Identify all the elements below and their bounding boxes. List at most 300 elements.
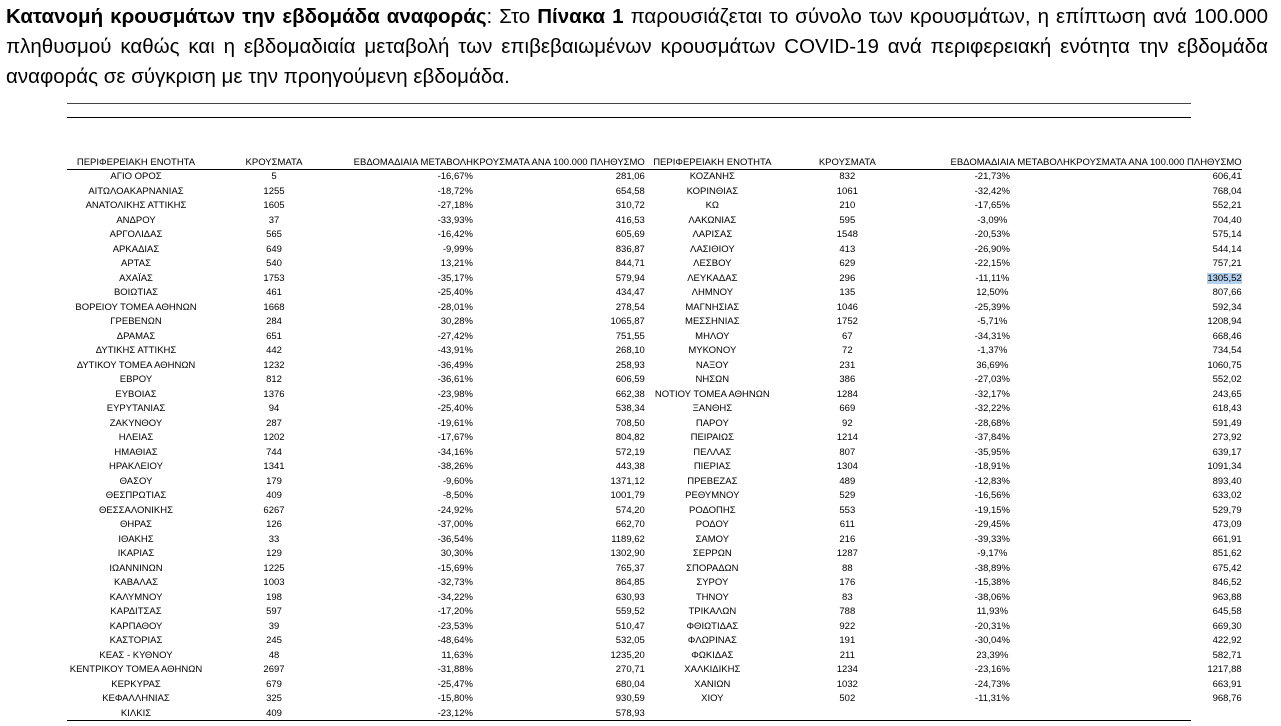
right-per100k-cell: 1217,88 xyxy=(1207,664,1242,675)
left-unit-cell: ΑΧΑΪΑΣ xyxy=(119,272,153,284)
left-unit-cell: ΚΑΛΥΜΝΟΥ xyxy=(109,591,163,603)
table-row xyxy=(67,359,1242,374)
left-per100k-cell: 532,05 xyxy=(615,635,645,646)
right-cases-cell: 1287 xyxy=(836,548,858,559)
right-per100k-cell: 544,14 xyxy=(1212,243,1242,255)
right-per100k-cell: 757,21 xyxy=(1212,258,1242,269)
right-unit-cell: ΜΕΣΣΗΝΙΑΣ xyxy=(685,316,740,327)
left-change-cell: -43,91% xyxy=(437,345,473,356)
left-unit-cell: ΔΥΤΙΚΟΥ ΤΟΜΕΑ ΑΘΗΝΩΝ xyxy=(76,359,196,371)
left-unit-cell: ΓΡΕΒΕΝΩΝ xyxy=(110,316,162,327)
table-row xyxy=(67,417,1242,432)
left-per100k-cell: 270,71 xyxy=(615,664,645,675)
table-row xyxy=(67,475,1242,490)
right-change-cell: -26,90% xyxy=(974,243,1011,255)
right-change-cell: 12,50% xyxy=(976,287,1009,298)
header-per100k-right: ΚΡΟΥΣΜΑΤΑ ΑΝΑ 100.000 ΠΛΗΘΥΣΜΟ xyxy=(1069,157,1242,168)
right-cases-cell: 67 xyxy=(842,330,853,342)
left-unit-cell: ΘΑΣΟΥ xyxy=(119,475,153,487)
left-unit-cell: ΑΡΓΟΛΙΔΑΣ xyxy=(109,229,163,240)
left-per100k-cell: 930,59 xyxy=(615,693,645,704)
table-row xyxy=(67,707,1242,722)
left-change-cell: -25,40% xyxy=(437,403,473,414)
left-unit-cell: ΚΑΣΤΟΡΙΑΣ xyxy=(109,635,163,646)
left-cases-cell: 179 xyxy=(266,475,282,487)
table-row xyxy=(67,649,1242,664)
right-per100k-cell: 663,91 xyxy=(1212,678,1242,690)
left-change-cell: -36,61% xyxy=(437,374,473,385)
left-unit-cell: ΘΗΡΑΣ xyxy=(119,519,153,530)
intro-paragraph xyxy=(6,2,1268,92)
right-change-cell: -30,04% xyxy=(974,635,1011,646)
right-per100k-cell: 422,92 xyxy=(1212,635,1242,646)
right-per100k-cell: 851,62 xyxy=(1212,548,1242,559)
table-row xyxy=(67,214,1242,229)
left-unit-cell: ΚΑΡΠΑΘΟΥ xyxy=(109,620,163,632)
left-cases-cell: 94 xyxy=(268,403,280,414)
right-unit-cell: ΜΑΓΝΗΣΙΑΣ xyxy=(685,301,740,313)
right-change-cell: -12,83% xyxy=(974,475,1011,487)
right-unit-cell: ΛΑΣΙΘΙΟΥ xyxy=(690,243,735,255)
table-row xyxy=(67,330,1242,345)
left-change-cell: -24,92% xyxy=(437,504,473,516)
left-cases-cell: 649 xyxy=(266,243,282,255)
left-unit-cell: ΑΓΙΟ ΟΡΟΣ xyxy=(110,171,162,182)
right-per100k-cell: 768,04 xyxy=(1212,185,1242,197)
right-empty-cell xyxy=(1070,707,1242,722)
right-unit-cell: ΛΗΜΝΟΥ xyxy=(691,287,734,298)
table-header-row xyxy=(67,157,1242,170)
left-cases-cell: 1668 xyxy=(263,301,285,313)
header-change-left: ΕΒΔΟΜΑΔΙΑΙΑ ΜΕΤΑΒΟΛΗ xyxy=(343,157,473,170)
right-per100k-cell: 968,76 xyxy=(1212,693,1242,704)
header-change-right: ΕΒΔΟΜΑΔΙΑΙΑ ΜΕΤΑΒΟΛΗ xyxy=(915,157,1070,170)
right-unit-cell: ΤΡΙΚΑΛΩΝ xyxy=(688,606,737,617)
header-per100k-left: ΚΡΟΥΣΜΑΤΑ ΑΝΑ 100.000 ΠΛΗΘΥΣΜΟ xyxy=(473,157,645,168)
table-row xyxy=(67,315,1242,330)
left-cases-cell: 5 xyxy=(271,171,277,182)
right-unit-cell: ΜΗΛΟΥ xyxy=(695,330,730,342)
left-change-cell: -27,18% xyxy=(437,200,473,211)
left-unit-cell: ΔΡΑΜΑΣ xyxy=(116,330,156,342)
table-row xyxy=(67,620,1242,635)
right-empty-cell xyxy=(780,707,915,722)
divider-top xyxy=(67,103,1191,104)
right-change-cell: -15,38% xyxy=(974,577,1011,588)
right-unit-cell: ΚΩ xyxy=(705,200,720,211)
left-cases-cell: 461 xyxy=(266,287,282,298)
left-change-cell: -23,53% xyxy=(437,620,473,632)
left-change-cell: -23,98% xyxy=(437,388,473,400)
left-unit-cell: ΘΕΣΠΡΩΤΙΑΣ xyxy=(105,490,167,501)
left-unit-cell: ΑΡΚΑΔΙΑΣ xyxy=(112,243,160,255)
left-per100k-cell: 804,82 xyxy=(615,432,645,443)
left-per100k-cell: 510,47 xyxy=(615,620,645,632)
left-per100k-cell: 630,93 xyxy=(615,591,645,603)
right-cases-cell: 922 xyxy=(839,620,856,632)
left-unit-cell: ΗΜΑΘΙΑΣ xyxy=(114,446,158,458)
left-cases-cell: 2697 xyxy=(263,664,285,675)
right-per100k-cell: 243,65 xyxy=(1212,388,1242,400)
left-unit-cell: ΚΑΡΔΙΤΣΑΣ xyxy=(110,606,162,617)
left-cases-cell: 565 xyxy=(266,229,282,240)
right-cases-cell: 83 xyxy=(842,591,853,603)
right-cases-cell: 231 xyxy=(839,359,856,371)
right-cases-cell: 176 xyxy=(839,577,856,588)
right-per100k-cell: 552,02 xyxy=(1212,374,1242,385)
right-unit-cell: ΤΗΝΟΥ xyxy=(695,591,729,603)
left-change-cell: -31,88% xyxy=(437,664,473,675)
left-cases-cell: 129 xyxy=(266,548,282,559)
left-per100k-cell: 578,93 xyxy=(615,707,645,719)
left-per100k-cell: 1371,12 xyxy=(610,475,645,487)
left-cases-cell: 1605 xyxy=(263,200,285,211)
right-per100k-cell: 473,09 xyxy=(1212,519,1242,530)
table-row xyxy=(67,692,1242,707)
right-per100k-cell: 639,17 xyxy=(1212,446,1242,458)
right-unit-cell: ΞΑΝΘΗΣ xyxy=(692,403,733,414)
right-cases-cell: 88 xyxy=(842,562,853,574)
table-row xyxy=(67,301,1242,316)
table-row xyxy=(67,170,1242,185)
right-unit-cell: ΠΑΡΟΥ xyxy=(695,417,729,429)
right-change-cell: -38,06% xyxy=(974,591,1011,603)
table-row xyxy=(67,257,1242,272)
right-empty-cell xyxy=(645,707,780,722)
left-cases-cell: 540 xyxy=(266,258,282,269)
left-per100k-cell: 1001,79 xyxy=(610,490,645,501)
table-row xyxy=(67,431,1242,446)
right-unit-cell: ΛΕΥΚΑΔΑΣ xyxy=(687,272,738,284)
left-cases-cell: 1376 xyxy=(263,388,285,400)
left-change-cell: -19,61% xyxy=(437,417,473,429)
right-per100k-cell: 552,21 xyxy=(1212,200,1242,211)
right-change-cell: 23,39% xyxy=(976,649,1009,661)
right-cases-cell: 832 xyxy=(839,171,856,182)
right-change-cell: -19,15% xyxy=(974,504,1011,516)
left-per100k-cell: 662,38 xyxy=(615,388,645,400)
left-cases-cell: 744 xyxy=(266,446,282,458)
left-cases-cell: 597 xyxy=(266,606,282,617)
left-change-cell: -36,54% xyxy=(437,533,473,545)
right-unit-cell: ΚΟΖΑΝΗΣ xyxy=(689,171,735,182)
right-per100k-cell: 618,43 xyxy=(1212,403,1242,414)
right-change-cell: -32,42% xyxy=(974,185,1011,197)
left-unit-cell: ΗΛΕΙΑΣ xyxy=(118,432,154,443)
right-unit-cell: ΣΠΟΡΑΔΩΝ xyxy=(686,562,739,574)
right-change-cell: -25,39% xyxy=(974,301,1011,313)
left-change-cell: -9,60% xyxy=(442,475,473,487)
right-per100k-cell: 668,46 xyxy=(1212,330,1242,342)
right-per100k-cell: 893,40 xyxy=(1212,475,1242,487)
right-unit-cell: ΧΑΝΙΩΝ xyxy=(694,678,731,690)
right-cases-cell: 669 xyxy=(839,403,856,414)
right-change-cell: -34,31% xyxy=(974,330,1011,342)
right-change-cell: -29,45% xyxy=(974,519,1011,530)
right-cases-cell: 595 xyxy=(839,214,856,226)
left-change-cell: -33,93% xyxy=(437,214,473,226)
right-cases-cell: 1548 xyxy=(836,229,858,240)
left-change-cell: 11,63% xyxy=(441,649,473,661)
left-unit-cell: ΖΑΚΥΝΘΟΥ xyxy=(109,417,163,429)
table-row xyxy=(67,344,1242,359)
right-per100k-cell: 582,71 xyxy=(1212,649,1242,661)
header-cases-left: ΚΡΟΥΣΜΑΤΑ xyxy=(205,157,343,170)
right-unit-cell: ΣΕΡΡΩΝ xyxy=(692,548,732,559)
right-change-cell: -38,89% xyxy=(974,562,1011,574)
left-unit-cell: ΑΡΤΑΣ xyxy=(121,258,151,269)
left-per100k-cell: 310,72 xyxy=(615,200,645,211)
divider-bottom xyxy=(67,720,1191,721)
right-cases-cell: 135 xyxy=(839,287,856,298)
right-per100k-cell: 633,02 xyxy=(1212,490,1242,501)
left-per100k-cell: 538,34 xyxy=(615,403,645,414)
cases-table xyxy=(67,157,1242,721)
right-cases-cell: 1752 xyxy=(836,316,858,327)
left-unit-cell: ΙΘΑΚΗΣ xyxy=(118,533,154,545)
right-per100k-cell: 675,42 xyxy=(1212,562,1242,574)
right-unit-cell: ΣΑΜΟΥ xyxy=(695,533,730,545)
right-cases-cell: 210 xyxy=(839,200,856,211)
table-row xyxy=(67,272,1242,287)
right-change-cell: -24,73% xyxy=(974,678,1011,690)
left-unit-cell: ΕΒΡΟΥ xyxy=(119,374,153,385)
right-per100k-cell: 645,58 xyxy=(1212,606,1242,617)
left-unit-cell: ΕΥΡΥΤΑΝΙΑΣ xyxy=(106,403,166,414)
left-per100k-cell: 268,10 xyxy=(615,345,645,356)
left-per100k-cell: 574,20 xyxy=(615,504,645,516)
right-change-cell: -32,22% xyxy=(974,403,1011,414)
right-change-cell: -17,65% xyxy=(974,200,1011,211)
right-per100k-cell: 734,54 xyxy=(1212,345,1242,356)
left-change-cell: -15,80% xyxy=(437,693,473,704)
left-cases-cell: 48 xyxy=(268,649,280,661)
table-row xyxy=(67,576,1242,591)
right-change-cell: -1,37% xyxy=(977,345,1008,356)
left-cases-cell: 812 xyxy=(266,374,282,385)
left-unit-cell: ΚΙΛΚΙΣ xyxy=(120,707,152,719)
left-per100k-cell: 662,70 xyxy=(615,519,645,530)
right-unit-cell: ΛΑΚΩΝΙΑΣ xyxy=(688,214,737,226)
right-unit-cell: ΠΡΕΒΕΖΑΣ xyxy=(687,475,738,487)
right-change-cell: -32,17% xyxy=(974,388,1011,400)
left-cases-cell: 325 xyxy=(266,693,282,704)
left-change-cell: -32,73% xyxy=(437,577,473,588)
right-unit-cell: ΦΘΙΩΤΙΔΑΣ xyxy=(686,620,739,632)
left-cases-cell: 1232 xyxy=(263,359,285,371)
right-per100k-cell: 591,49 xyxy=(1212,417,1242,429)
right-unit-cell: ΧΑΛΚΙΔΙΚΗΣ xyxy=(684,664,741,675)
left-per100k-cell: 680,04 xyxy=(615,678,645,690)
left-unit-cell: ΒΟΡΕΙΟΥ ΤΟΜΕΑ ΑΘΗΝΩΝ xyxy=(75,301,197,313)
left-per100k-cell: 416,53 xyxy=(615,214,645,226)
selected-value-highlight[interactable]: 1305,52 xyxy=(1207,272,1242,284)
right-change-cell: -20,31% xyxy=(974,620,1011,632)
left-cases-cell: 284 xyxy=(266,316,282,327)
left-change-cell: -36,49% xyxy=(437,359,473,371)
left-cases-cell: 37 xyxy=(268,214,280,226)
right-per100k-cell: 1091,34 xyxy=(1207,461,1242,472)
right-per100k-cell: 807,66 xyxy=(1212,287,1242,298)
left-change-cell: -17,20% xyxy=(437,606,473,617)
right-unit-cell: ΡΟΔΟΥ xyxy=(695,519,729,530)
table-row xyxy=(67,518,1242,533)
left-cases-cell: 245 xyxy=(266,635,282,646)
right-cases-cell: 629 xyxy=(839,258,856,269)
left-per100k-cell: 844,71 xyxy=(615,258,645,269)
table-row xyxy=(67,591,1242,606)
left-per100k-cell: 443,38 xyxy=(615,461,645,472)
table-row xyxy=(67,373,1242,388)
right-unit-cell: ΦΩΚΙΔΑΣ xyxy=(691,649,734,661)
table-body xyxy=(67,170,1242,722)
left-cases-cell: 1003 xyxy=(263,577,285,588)
right-per100k-cell: 592,34 xyxy=(1212,301,1242,313)
left-per100k-cell: 258,93 xyxy=(615,359,645,371)
right-per100k-cell: 575,14 xyxy=(1212,229,1242,240)
right-per100k-cell: 606,41 xyxy=(1212,171,1242,182)
right-cases-cell: 502 xyxy=(839,693,856,704)
right-empty-cell xyxy=(915,707,1070,722)
header-cases-right: ΚΡΟΥΣΜΑΤΑ xyxy=(780,157,915,170)
right-cases-cell: 72 xyxy=(842,345,853,356)
right-cases-cell: 413 xyxy=(839,243,856,255)
right-per100k-cell: 661,91 xyxy=(1212,533,1242,545)
left-per100k-cell: 765,37 xyxy=(615,562,645,574)
right-per100k-cell: 963,88 xyxy=(1212,591,1242,603)
left-cases-cell: 651 xyxy=(266,330,282,342)
header-unit-left: ΠΕΡΙΦΕΡΕΙΑΚΗ ΕΝΟΤΗΤΑ xyxy=(67,157,205,170)
left-change-cell: -27,42% xyxy=(437,330,473,342)
right-cases-cell: 788 xyxy=(839,606,856,617)
left-unit-cell: ΑΙΤΩΛΟΑΚΑΡΝΑΝΙΑΣ xyxy=(88,185,184,197)
left-change-cell: -28,01% xyxy=(437,301,473,313)
right-unit-cell: ΠΕΛΛΑΣ xyxy=(693,446,732,458)
right-per100k-cell: 846,52 xyxy=(1212,577,1242,588)
left-per100k-cell: 654,58 xyxy=(615,185,645,197)
divider-second xyxy=(67,117,1191,118)
right-unit-cell: ΜΥΚΟΝΟΥ xyxy=(688,345,737,356)
table-row xyxy=(67,489,1242,504)
left-per100k-cell: 1302,90 xyxy=(610,548,645,559)
right-cases-cell: 489 xyxy=(839,475,856,487)
left-cases-cell: 198 xyxy=(266,591,282,603)
left-per100k-cell: 605,69 xyxy=(615,229,645,240)
right-cases-cell: 191 xyxy=(839,635,856,646)
left-per100k-cell: 836,87 xyxy=(615,243,645,255)
left-per100k-cell: 708,50 xyxy=(615,417,645,429)
right-cases-cell: 296 xyxy=(839,272,856,284)
left-cases-cell: 126 xyxy=(266,519,282,530)
left-per100k-cell: 1189,62 xyxy=(611,533,645,545)
right-cases-cell: 553 xyxy=(839,504,856,516)
right-change-cell: -9,17% xyxy=(977,548,1008,559)
table-row xyxy=(67,663,1242,678)
left-change-cell: -23,12% xyxy=(437,707,473,719)
left-unit-cell: ΒΟΙΩΤΙΑΣ xyxy=(113,287,159,298)
left-change-cell: -38,26% xyxy=(437,461,473,472)
table-row xyxy=(67,228,1242,243)
left-change-cell: -16,42% xyxy=(437,229,473,240)
left-unit-cell: ΙΚΑΡΙΑΣ xyxy=(117,548,155,559)
right-change-cell: -18,91% xyxy=(974,461,1011,472)
left-per100k-cell: 281,06 xyxy=(615,171,645,182)
right-change-cell: -22,15% xyxy=(974,258,1011,269)
right-cases-cell: 611 xyxy=(839,519,855,530)
left-change-cell: 30,30% xyxy=(440,548,473,559)
left-change-cell: -15,69% xyxy=(437,562,473,574)
right-cases-cell: 211 xyxy=(839,649,855,661)
left-cases-cell: 6267 xyxy=(263,504,285,516)
left-cases-cell: 1255 xyxy=(263,185,285,197)
intro-table-ref: Πίνακα 1 xyxy=(537,5,624,28)
table-row xyxy=(67,605,1242,620)
left-per100k-cell: 559,52 xyxy=(615,606,645,617)
left-change-cell: -25,40% xyxy=(437,287,473,298)
right-per100k-cell: 273,92 xyxy=(1212,432,1242,443)
left-cases-cell: 1341 xyxy=(263,461,285,472)
left-unit-cell: ΚΕΝΤΡΙΚΟΥ ΤΟΜΕΑ ΑΘΗΝΩΝ xyxy=(69,664,203,675)
left-change-cell: -18,72% xyxy=(437,185,473,197)
left-per100k-cell: 278,54 xyxy=(615,301,645,313)
left-per100k-cell: 751,55 xyxy=(615,330,645,342)
left-unit-cell: ΚΕΡΚΥΡΑΣ xyxy=(111,678,161,690)
left-per100k-cell: 1235,20 xyxy=(610,649,645,661)
left-per100k-cell: 606,59 xyxy=(615,374,645,385)
left-cases-cell: 409 xyxy=(266,490,282,501)
right-change-cell: -28,68% xyxy=(974,417,1011,429)
left-change-cell: -48,64% xyxy=(437,635,473,646)
left-cases-cell: 33 xyxy=(268,533,280,545)
left-change-cell: -34,22% xyxy=(437,591,473,603)
table-row xyxy=(67,460,1242,475)
right-cases-cell: 216 xyxy=(839,533,856,545)
left-unit-cell: ΕΥΒΟΙΑΣ xyxy=(115,388,157,400)
right-unit-cell: ΠΙΕΡΙΑΣ xyxy=(693,461,731,472)
right-per100k-cell: 669,30 xyxy=(1212,620,1242,632)
table-row xyxy=(67,243,1242,258)
table-row xyxy=(67,185,1242,200)
intro-text-after: παρουσιάζεται το σύνολο των κρουσμάτων, η επίπτωση ανά 100.000 πληθυσμού καθώς και η εβδομαδιαία μεταβολή των επιβεβαιωμένων κρουσμάτων COVID-19 ανά περιφερειακή ενότητα την εβδομάδα αναφοράς σε σύγκριση με την προηγούμενη εβδομάδα. xyxy=(6,5,1269,88)
right-cases-cell: 1032 xyxy=(836,678,858,690)
left-change-cell: -25,47% xyxy=(437,678,473,690)
header-unit-right: ΠΕΡΙΦΕΡΕΙΑΚΗ ΕΝΟΤΗΤΑ xyxy=(645,157,780,170)
left-cases-cell: 287 xyxy=(266,417,282,429)
left-change-cell: -16,67% xyxy=(437,171,473,182)
table-row xyxy=(67,199,1242,214)
right-change-cell: -37,84% xyxy=(974,432,1011,443)
table-row xyxy=(67,504,1242,519)
left-per100k-cell: 579,94 xyxy=(615,272,645,284)
table-row xyxy=(67,678,1242,693)
left-unit-cell: ΑΝΔΡΟΥ xyxy=(116,214,156,226)
right-unit-cell: ΝΑΞΟΥ xyxy=(695,359,729,371)
left-cases-cell: 39 xyxy=(268,620,280,632)
right-unit-cell: ΠΕΙΡΑΙΩΣ xyxy=(690,432,735,443)
right-unit-cell: ΚΟΡΙΝΘΙΑΣ xyxy=(686,185,739,197)
right-change-cell: -3,09% xyxy=(977,214,1008,226)
left-change-cell: -34,16% xyxy=(437,446,473,458)
right-cases-cell: 1046 xyxy=(836,301,858,313)
table-row xyxy=(67,634,1242,649)
left-unit-cell: ΔΥΤΙΚΗΣ ΑΤΤΙΚΗΣ xyxy=(95,345,177,356)
right-change-cell: -16,56% xyxy=(974,490,1011,501)
table-row xyxy=(67,547,1242,562)
right-unit-cell: ΣΥΡΟΥ xyxy=(696,577,729,588)
table-row xyxy=(67,446,1242,461)
right-unit-cell: ΡΕΘΥΜΝΟΥ xyxy=(685,490,740,501)
intro-text-before: : Στο xyxy=(486,5,538,28)
